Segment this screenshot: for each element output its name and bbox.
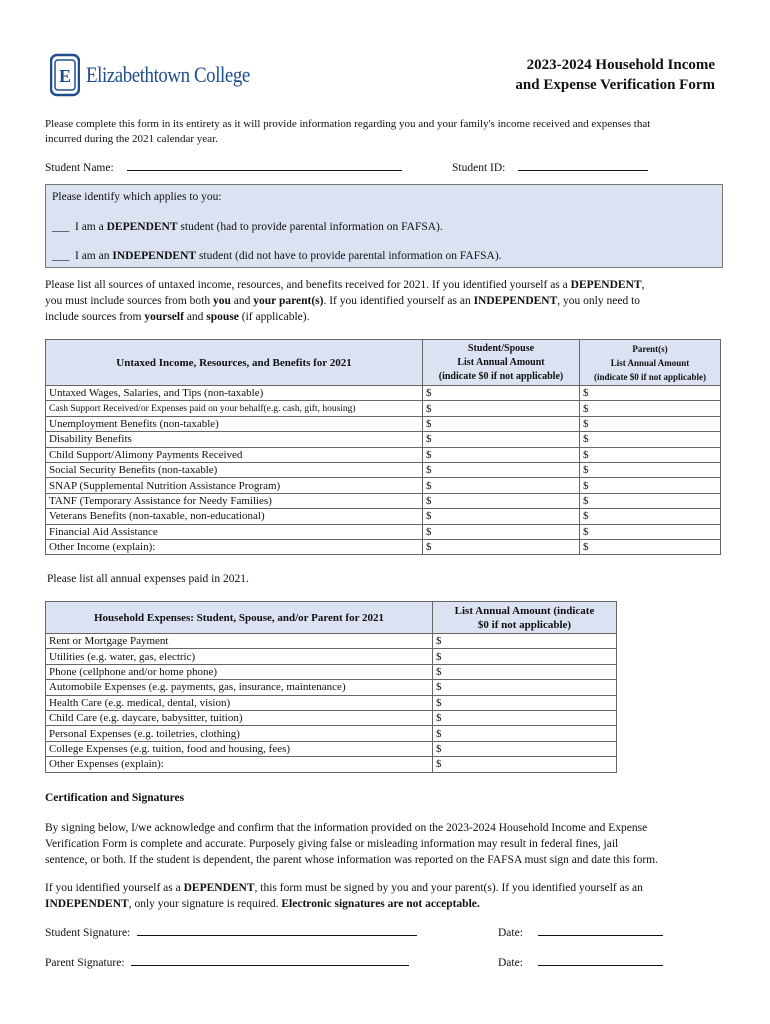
income-row-label: Child Support/Alimony Payments Received: [46, 447, 423, 462]
expenses-instructions: Please list all annual expenses paid in 2021.: [47, 573, 249, 585]
expense-table-header: [46, 602, 617, 634]
income-row-label: TANF (Temporary Assistance for Needy Families): [46, 493, 423, 508]
title-line-1: 2023-2024 Household Income: [526, 57, 715, 73]
student-amount-field[interactable]: $: [423, 447, 580, 462]
parent-amount-field[interactable]: $: [580, 386, 721, 401]
expense-header-main: Household Expenses: Student, Spouse, and/or Parent for 2021: [46, 602, 433, 634]
expense-header-amount: List Annual Amount (indicate $0 if not applicable): [433, 602, 617, 634]
parent-signature-label: Parent Signature:: [45, 957, 125, 969]
income-row: [46, 401, 721, 416]
college-seal-icon: [50, 52, 80, 98]
income-row: [46, 509, 721, 524]
income-row-label: Disability Benefits: [46, 432, 423, 447]
income-row-label: Social Security Benefits (non-taxable): [46, 462, 423, 477]
expense-row-label: Rent or Mortgage Payment: [46, 634, 433, 649]
income-row: [46, 524, 721, 539]
income-header-main: Untaxed Income, Resources, and Benefits for 2021: [46, 340, 423, 386]
expense-amount-field[interactable]: $: [433, 664, 617, 679]
student-amount-field[interactable]: $: [423, 539, 580, 554]
expense-amount-field[interactable]: $: [433, 741, 617, 756]
expense-row: [46, 741, 617, 756]
student-amount-field[interactable]: $: [423, 524, 580, 539]
parent-amount-field[interactable]: $: [580, 524, 721, 539]
student-name-label: Student Name:: [45, 162, 114, 174]
expense-amount-field[interactable]: $: [433, 726, 617, 741]
income-row-label: Financial Aid Assistance: [46, 524, 423, 539]
parent-amount-field[interactable]: $: [580, 416, 721, 431]
student-amount-field[interactable]: $: [423, 386, 580, 401]
household-expenses-table: [45, 601, 617, 773]
parent-amount-field[interactable]: $: [580, 478, 721, 493]
expense-row-label: Health Care (e.g. medical, dental, vision): [46, 695, 433, 710]
svg-text:E: E: [58, 66, 72, 86]
student-date-field[interactable]: [538, 925, 663, 936]
parent-amount-field[interactable]: $: [580, 493, 721, 508]
income-row: [46, 493, 721, 508]
parent-amount-field[interactable]: $: [580, 462, 721, 477]
parent-amount-field[interactable]: $: [580, 509, 721, 524]
parent-date-field[interactable]: [538, 955, 663, 966]
income-row-label: SNAP (Supplemental Nutrition Assistance Program): [46, 478, 423, 493]
expense-amount-field[interactable]: $: [433, 649, 617, 664]
college-logo: [50, 52, 250, 98]
income-row-label: Untaxed Wages, Salaries, and Tips (non-taxable): [46, 386, 423, 401]
title-line-2: and Expense Verification Form: [515, 77, 715, 93]
student-signature-field[interactable]: [137, 925, 417, 936]
parent-amount-field[interactable]: $: [580, 401, 721, 416]
certification-heading: Certification and Signatures: [45, 792, 185, 804]
independent-option[interactable]: ___ I am an INDEPENDENT student (did not have to provide parental information on FAFSA).: [52, 250, 502, 262]
dependency-status-box: [45, 184, 723, 268]
income-row-label: Cash Support Received/or Expenses paid on your behalf(e.g. cash, gift, housing): [46, 401, 423, 416]
income-row: [46, 416, 721, 431]
identify-prompt: Please identify which applies to you:: [52, 191, 222, 203]
expense-row: [46, 757, 617, 772]
student-amount-field[interactable]: $: [423, 416, 580, 431]
student-amount-field[interactable]: $: [423, 509, 580, 524]
student-amount-field[interactable]: $: [423, 432, 580, 447]
expense-amount-field[interactable]: $: [433, 634, 617, 649]
student-id-label: Student ID:: [452, 162, 506, 174]
parent-amount-field[interactable]: $: [580, 447, 721, 462]
expense-row-label: Personal Expenses (e.g. toiletries, clothing): [46, 726, 433, 741]
expense-amount-field[interactable]: $: [433, 680, 617, 695]
student-amount-field[interactable]: $: [423, 462, 580, 477]
income-row: [46, 432, 721, 447]
expense-row-label: Other Expenses (explain):: [46, 757, 433, 772]
parent-signature-row: [45, 955, 409, 971]
income-row: [46, 386, 721, 401]
income-row: [46, 478, 721, 493]
expense-amount-field[interactable]: $: [433, 710, 617, 725]
student-amount-field[interactable]: $: [423, 478, 580, 493]
student-date-label: Date:: [498, 927, 523, 939]
student-amount-field[interactable]: $: [423, 493, 580, 508]
income-row-label: Unemployment Benefits (non-taxable): [46, 416, 423, 431]
income-header-parent: Parent(s) List Annual Amount (indicate $0 if not applicable): [580, 340, 721, 386]
income-row-label: Veterans Benefits (non-taxable, non-educational): [46, 509, 423, 524]
expense-row: [46, 680, 617, 695]
expense-row: [46, 664, 617, 679]
parent-date-row: [498, 955, 663, 971]
student-amount-field[interactable]: $: [423, 401, 580, 416]
intro-text: Please complete this form in its entirety as it will provide information regarding you and your family's income received and expenses that incurred during the 2021 calendar year.: [45, 118, 651, 145]
student-name-field[interactable]: [127, 160, 402, 171]
parent-amount-field[interactable]: $: [580, 539, 721, 554]
income-table-header: [46, 340, 721, 386]
college-name: Elizabethtown College: [86, 62, 250, 87]
student-date-row: [498, 925, 663, 941]
expense-row-label: Utilities (e.g. water, gas, electric): [46, 649, 433, 664]
expense-row: [46, 710, 617, 725]
dependent-option[interactable]: ___ I am a DEPENDENT student (had to provide parental information on FAFSA).: [52, 221, 443, 233]
income-row-label: Other Income (explain):: [46, 539, 423, 554]
student-name-row: [45, 160, 402, 176]
student-id-row: [452, 160, 648, 176]
form-title: [415, 55, 715, 95]
expense-amount-field[interactable]: $: [433, 757, 617, 772]
expense-row-label: Child Care (e.g. daycare, babysitter, tuition): [46, 710, 433, 725]
expense-row: [46, 726, 617, 741]
expense-row: [46, 695, 617, 710]
student-signature-row: [45, 925, 417, 941]
expense-amount-field[interactable]: $: [433, 695, 617, 710]
certification-paragraph-2: If you identified yourself as a DEPENDENT, this form must be signed by you and your parent(s). If you identified yourself as an INDEPENDENT, only your signature is required. Electronic signatures are not acceptable.: [45, 882, 643, 910]
expense-row-label: Phone (cellphone and/or home phone): [46, 664, 433, 679]
parent-date-label: Date:: [498, 957, 523, 969]
untaxed-income-table: [45, 339, 721, 555]
expense-row: [46, 649, 617, 664]
certification-paragraph-1: By signing below, I/we acknowledge and confirm that the information provided on the 2023-2024 Household Income and Expense Verification Form is complete and accurate. Purposely giving false or misleading information may result in federal fines, jail sentence, or both. If the student is dependent, the parent whose information was reported on the FAFSA must sign and date this form.: [45, 822, 658, 866]
expense-row-label: Automobile Expenses (e.g. payments, gas, insurance, maintenance): [46, 680, 433, 695]
income-row: [46, 447, 721, 462]
income-header-student: Student/Spouse List Annual Amount (indicate $0 if not applicable): [423, 340, 580, 386]
student-id-field[interactable]: [518, 160, 648, 171]
income-row: [46, 539, 721, 554]
sources-instructions: Please list all sources of untaxed income, resources, and benefits received for 2021. If you identified yourself as a DEPENDENT, you must include sources from both you and your parent(s). If you identified yourself as an INDEPENDENT, you only need to include sources from yourself and spouse (if applicable).: [45, 279, 645, 323]
student-signature-label: Student Signature:: [45, 927, 131, 939]
expense-row: [46, 634, 617, 649]
parent-signature-field[interactable]: [131, 955, 409, 966]
parent-amount-field[interactable]: $: [580, 432, 721, 447]
expense-row-label: College Expenses (e.g. tuition, food and housing, fees): [46, 741, 433, 756]
income-row: [46, 462, 721, 477]
